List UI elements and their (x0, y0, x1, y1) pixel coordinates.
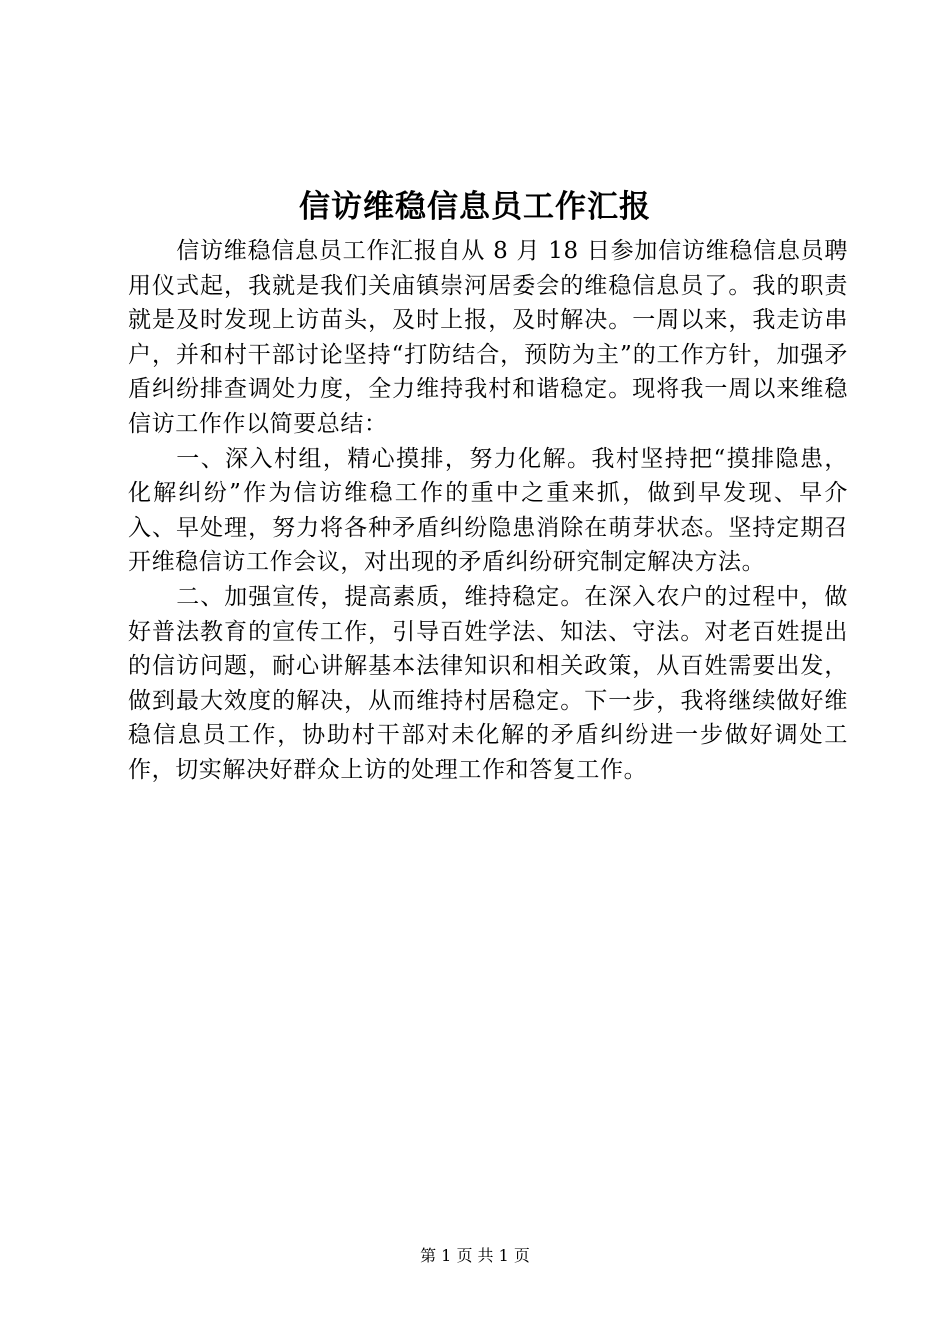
document-body (128, 234, 848, 788)
page-footer: 第 1 页 共 1 页 (420, 1246, 530, 1265)
paragraph-intro: 信访维稳信息员工作汇报自从 8 月 18 日参加信访维稳信息员聘用仪式起，我就是我们关庙镇崇河居委会的维稳信息员了。我的职责就是及时发现上访苗头，及时上报，及时解决。一周以来，我走访串户，并和村干部讨论坚持“打防结合，预防为主”的工作方针，加强矛盾纠纷排查调处力度，全力维持我村和谐稳定。现将我一周以来维稳信访工作作以简要总结： (128, 238, 848, 437)
paragraph-section-2: 二、加强宣传，提高素质，维持稳定。在深入农户的过程中，做好普法教育的宣传工作，引导百姓学法、知法、守法。对老百姓提出的信访问题，耐心讲解基本法律知识和相关政策，从百姓需要出发，做到最大效度的解决，从而维持村居稳定。下一步，我将继续做好维稳信息员工作，协助村干部对未化解的矛盾纠纷进一步做好调处工作，切实解决好群众上访的处理工作和答复工作。 (128, 583, 848, 783)
document-title: 信访维稳信息员工作汇报 (299, 189, 651, 225)
paragraph-section-1: 一、深入村组，精心摸排，努力化解。我村坚持把“摸排隐患，化解纠纷”作为信访维稳工作的重中之重来抓，做到早发现、早介入、早处理，努力将各种矛盾纠纷隐患消除在萌芽状态。坚持定期召开维稳信访工作会议，对出现的矛盾纠纷研究制定解决方法。 (128, 445, 848, 576)
